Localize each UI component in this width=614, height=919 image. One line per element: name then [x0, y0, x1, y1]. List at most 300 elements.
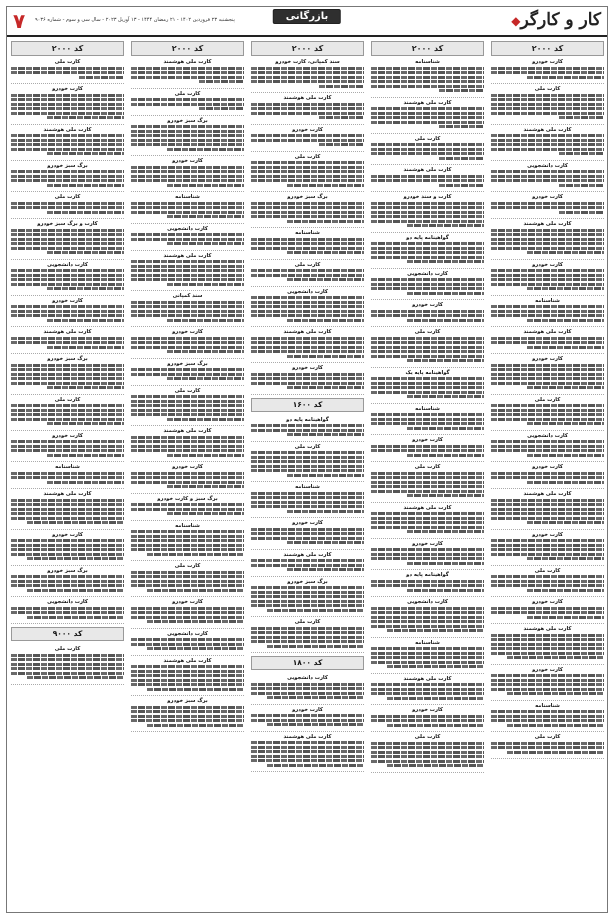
ad-text-line: [27, 557, 124, 560]
ad-text-line: [131, 260, 244, 263]
ad-text-line: [371, 476, 484, 479]
ad-text-line: [527, 616, 604, 619]
classified-ad: [371, 192, 484, 233]
ad-text-line: [199, 107, 244, 110]
column-code-header: کد ۲۰۰۰: [491, 41, 604, 56]
ad-title: کارت ملی هوشمند: [43, 491, 92, 497]
ad-title: کارت خودرو: [52, 86, 83, 92]
ad-text-line: [407, 260, 484, 263]
ad-title: برگ سبز خودرو: [167, 360, 208, 367]
section-title: بازرگانی: [273, 9, 341, 24]
ad-text-line: [11, 143, 124, 146]
ad-title: کارت خودرو: [292, 706, 323, 713]
ad-text-line: [371, 341, 484, 344]
ad-text-line: [11, 305, 124, 308]
ad-text-line: [251, 350, 364, 353]
ad-title: کارت ملی هوشمند: [43, 329, 92, 335]
ad-text-line: [131, 76, 244, 79]
ad-text-line: [11, 508, 124, 511]
ad-text-line: [131, 544, 244, 547]
ad-text-line: [251, 274, 364, 277]
ad-text-line: [251, 496, 364, 499]
ad-title: کارت ملی هوشمند: [283, 95, 332, 101]
ad-title: کارت خودرو: [412, 437, 443, 443]
ad-title: کارت خودرو: [172, 329, 203, 335]
ad-text-line: [167, 184, 244, 187]
ad-text-line: [287, 433, 364, 436]
ad-text-line: [131, 530, 244, 533]
ad-text-line: [491, 575, 604, 578]
column-code-subheader: کد ۹۰۰۰: [11, 627, 124, 641]
ad-text-line: [507, 692, 604, 695]
classified-ad: [251, 482, 364, 518]
classified-ad: [131, 89, 244, 116]
ad-text-line: [131, 278, 244, 281]
ad-text-line: [267, 645, 364, 648]
ad-text-line: [167, 283, 244, 286]
classified-ad: [11, 566, 124, 598]
ad-text-line: [371, 719, 484, 722]
classified-ad: [251, 287, 364, 328]
ad-text-line: [251, 627, 364, 630]
ad-text-line: [131, 265, 244, 268]
ad-text-line: [131, 238, 244, 241]
ad-text-line: [11, 449, 124, 452]
ad-text-line: [371, 179, 484, 182]
ad-title: کارت خودرو: [532, 599, 563, 605]
ad-text-line: [251, 460, 364, 463]
ad-text-line: [251, 112, 364, 115]
ad-text-line: [11, 580, 124, 583]
ad-title: کارت خودرو: [292, 365, 323, 371]
classified-ad: [491, 566, 604, 598]
ad-text-line: [47, 287, 124, 290]
ad-text-line: [527, 454, 604, 457]
ad-title: کارت خودرو: [52, 531, 83, 538]
ad-title: گواهینامه پایه دو: [406, 572, 449, 578]
ad-text-line: [47, 454, 124, 457]
ad-text-line: [11, 672, 124, 675]
classified-ad: [251, 617, 364, 653]
ad-title: کارت ملی هوشمند: [523, 126, 572, 133]
ad-text-line: [11, 658, 124, 661]
ad-text-line: [491, 413, 604, 416]
ad-text-line: [527, 422, 604, 425]
ad-text-line: [491, 634, 604, 637]
ad-text-line: [251, 532, 364, 535]
ad-text-line: [251, 341, 364, 344]
ad-title: کارت ملی هوشمند: [283, 551, 332, 558]
ad-title: کارت خودرو: [172, 599, 203, 605]
ad-text-line: [251, 759, 364, 762]
ad-text-line: [11, 170, 124, 173]
ad-text-line: [11, 445, 124, 448]
ad-title: کارت دانشجویی: [527, 432, 568, 439]
ad-text-line: [371, 67, 484, 70]
classified-ad: [371, 732, 484, 773]
ad-text-line: [287, 568, 364, 571]
ad-text-line: [267, 609, 364, 612]
ad-text-line: [371, 683, 484, 686]
ad-text-line: [371, 490, 484, 493]
ad-text-line: [11, 382, 124, 385]
newspaper-logo: کار و کارگر◆: [511, 10, 601, 30]
ad-text-line: [11, 229, 124, 232]
ad-title: کارت خودرو: [532, 356, 563, 362]
classified-ad: [11, 161, 124, 193]
ad-title: کارت ملی هوشمند: [163, 428, 212, 434]
ad-text-line: [407, 494, 484, 497]
ad-title: سند کمپانی، کارت خودرو: [275, 59, 340, 65]
ad-text-line: [11, 503, 124, 506]
classified-ad: [11, 192, 124, 219]
ad-text-line: [131, 476, 244, 479]
classified-ad: [131, 192, 244, 224]
ad-title: کارت ملی: [414, 135, 441, 142]
ad-title: کارت ملی هوشمند: [163, 59, 212, 65]
classified-ad: [131, 251, 244, 292]
classified-ad: [371, 368, 484, 404]
classified-ad: [11, 462, 124, 489]
ad-text-line: [11, 413, 124, 416]
ad-text-line: [491, 449, 604, 452]
classified-ad: [11, 125, 124, 161]
ad-text-line: [27, 521, 124, 524]
ad-text-line: [491, 229, 604, 232]
ad-text-line: [371, 688, 484, 691]
ad-text-line: [491, 710, 604, 713]
ad-text-line: [167, 148, 244, 151]
ad-text-line: [131, 269, 244, 272]
ad-text-line: [11, 202, 124, 205]
ad-text-line: [131, 233, 244, 236]
ad-text-line: [167, 418, 244, 421]
ad-title: برگ سبز خودرو: [47, 356, 88, 362]
ad-title: شناسنامه: [175, 194, 200, 200]
ad-text-line: [11, 112, 124, 115]
ad-text-line: [167, 350, 244, 353]
ad-text-line: [371, 76, 484, 79]
ad-title: کارت ملی: [534, 734, 561, 740]
ad-text-line: [251, 296, 364, 299]
ad-text-line: [491, 134, 604, 137]
ad-text-line: [491, 688, 604, 691]
classified-ad: [251, 260, 364, 287]
ad-text-line: [27, 616, 124, 619]
classified-ad: [251, 705, 364, 732]
ad-text-line: [147, 724, 244, 727]
ad-text-line: [251, 528, 364, 531]
ad-text-line: [131, 395, 244, 398]
ad-text-line: [131, 679, 244, 682]
column-3: [251, 41, 364, 909]
ad-text-line: [319, 143, 364, 146]
ad-title: کارت خودرو: [52, 297, 83, 304]
ad-list: [251, 57, 364, 909]
ad-text-line: [371, 742, 484, 745]
ad-text-line: [167, 319, 244, 322]
ad-title: کارت ملی هوشمند: [403, 167, 452, 173]
ad-text-line: [491, 499, 604, 502]
ad-text-line: [491, 476, 604, 479]
ad-text-line: [491, 643, 604, 646]
classified-ad: [131, 561, 244, 597]
ad-text-line: [251, 107, 364, 110]
ad-text-line: [371, 377, 484, 380]
ad-text-line: [371, 584, 484, 587]
ad-text-line: [371, 620, 484, 623]
classified-ad: [371, 327, 484, 368]
ad-text-line: [131, 170, 244, 173]
column-code-subheader: کد ۱۸۰۰: [251, 656, 364, 670]
ad-text-line: [11, 283, 124, 286]
column-code-subheader: کد ۱۶۰۰: [251, 398, 364, 412]
ad-text-line: [251, 719, 364, 722]
ad-title: کارت خودرو: [292, 520, 323, 526]
ad-text-line: [131, 139, 244, 142]
ad-text-line: [371, 256, 484, 259]
ad-text-line: [251, 595, 364, 598]
ad-title: کارت دانشجویی: [287, 288, 328, 295]
ad-text-line: [371, 355, 484, 358]
ad-text-line: [131, 274, 244, 277]
ad-text-line: [507, 724, 604, 727]
ad-text-line: [251, 215, 364, 218]
ad-title: کارت ملی: [414, 329, 441, 335]
ad-text-line: [371, 175, 484, 178]
ad-text-line: [267, 696, 364, 699]
ad-title: کارت دانشجویی: [47, 261, 88, 268]
ad-title: کارت دانشجویی: [287, 675, 328, 681]
ad-title: شناسنامه: [415, 639, 440, 646]
ad-columns: [10, 41, 604, 909]
ad-text-line: [131, 134, 244, 137]
ad-text-line: [371, 107, 484, 110]
ad-title: برگ سبز خودرو: [47, 162, 88, 169]
ad-text-line: [491, 683, 604, 686]
classified-ad: [251, 732, 364, 773]
ad-text-line: [371, 251, 484, 254]
ad-text-line: [11, 175, 124, 178]
ad-text-line: [11, 418, 124, 421]
classified-ad: [11, 431, 124, 463]
ad-title: کارت ملی هوشمند: [403, 504, 452, 511]
classified-ad: [131, 116, 244, 157]
ad-text-line: [439, 89, 484, 92]
classified-ad: [11, 84, 124, 125]
ad-text-line: [131, 301, 244, 304]
ad-text-line: [131, 206, 244, 209]
ad-text-line: [131, 616, 244, 619]
ad-text-line: [11, 512, 124, 515]
ad-text-line: [371, 616, 484, 619]
ad-text-line: [11, 71, 124, 74]
ad-text-line: [371, 247, 484, 250]
ad-title: کارت خودرو: [532, 261, 563, 268]
ad-text-line: [491, 278, 604, 281]
ad-text-line: [11, 238, 124, 241]
ad-text-line: [371, 526, 484, 529]
ad-text-line: [251, 314, 364, 317]
ad-text-line: [27, 676, 124, 679]
ad-text-line: [251, 451, 364, 454]
ad-text-line: [371, 80, 484, 83]
ad-text-line: [11, 584, 124, 587]
ad-text-line: [11, 607, 124, 610]
ad-text-line: [251, 310, 364, 313]
ad-text-line: [147, 589, 244, 592]
ad-text-line: [131, 143, 244, 146]
ad-text-line: [371, 220, 484, 223]
ad-text-line: [491, 71, 604, 74]
ad-text-line: [559, 184, 604, 187]
ad-text-line: [491, 206, 604, 209]
ad-text-line: [11, 476, 124, 479]
ad-text-line: [491, 269, 604, 272]
classified-ad: [11, 597, 124, 624]
ad-text-line: [371, 715, 484, 718]
ad-text-line: [11, 278, 124, 281]
ad-title: کارت ملی هوشمند: [523, 329, 572, 335]
classified-ad: [251, 415, 364, 442]
ad-title: کارت ملی: [54, 396, 81, 403]
ad-text-line: [491, 553, 604, 556]
ad-text-line: [11, 377, 124, 380]
ad-text-line: [251, 161, 364, 164]
classified-ad: [11, 489, 124, 530]
ad-text-line: [491, 472, 604, 475]
ad-text-line: [371, 143, 484, 146]
ad-text-line: [251, 373, 364, 376]
ad-text-line: [131, 472, 244, 475]
ad-text-line: [407, 292, 484, 295]
ad-text-line: [491, 746, 604, 749]
classified-ad: [131, 494, 244, 521]
ad-text-line: [251, 469, 364, 472]
ad-text-line: [47, 481, 124, 484]
ad-text-line: [491, 175, 604, 178]
ad-title: شناسنامه: [415, 405, 440, 412]
ad-text-line: [527, 386, 604, 389]
ad-text-line: [131, 179, 244, 182]
ad-text-line: [371, 521, 484, 524]
ad-text-line: [11, 206, 124, 209]
classified-ad: [371, 570, 484, 597]
ad-text-line: [131, 508, 244, 511]
ad-text-line: [287, 319, 364, 322]
ad-text-line: [491, 548, 604, 551]
classified-ad: [491, 665, 604, 701]
classified-ad: [491, 701, 604, 733]
ad-text-line: [251, 175, 364, 178]
ad-text-line: [491, 107, 604, 110]
ad-text-line: [131, 665, 244, 668]
ad-text-line: [251, 206, 364, 209]
ad-text-line: [491, 611, 604, 614]
ad-text-line: [47, 184, 124, 187]
ad-text-line: [131, 719, 244, 722]
ad-text-line: [11, 611, 124, 614]
ad-list: [11, 57, 124, 909]
ad-title: کارت خودرو: [412, 302, 443, 308]
ad-text-line: [491, 382, 604, 385]
classified-ad: [491, 732, 604, 759]
ad-title: کارت ملی: [414, 734, 441, 740]
ad-text-line: [131, 409, 244, 412]
ad-text-line: [251, 346, 364, 349]
classified-ad: [371, 503, 484, 539]
ad-text-line: [11, 269, 124, 272]
ad-title: کارت دانشجویی: [407, 599, 448, 605]
ad-text-line: [11, 247, 124, 250]
ad-text-line: [371, 391, 484, 394]
classified-ad: [11, 296, 124, 328]
ad-text-line: [371, 386, 484, 389]
ad-text-line: [131, 575, 244, 578]
ad-text-line: [147, 688, 244, 691]
ad-text-line: [371, 71, 484, 74]
ad-text-line: [491, 314, 604, 317]
ad-text-line: [147, 620, 244, 623]
ad-text-line: [387, 697, 484, 700]
column-code-header: کد ۲۰۰۰: [251, 41, 364, 56]
classified-ad: [371, 462, 484, 503]
ad-text-line: [11, 94, 124, 97]
classified-ad: [251, 152, 364, 193]
ad-text-line: [131, 98, 244, 101]
classified-ad: [131, 696, 244, 732]
ad-title: شناسنامه: [295, 484, 320, 490]
ad-text-line: [387, 724, 484, 727]
ad-text-line: [527, 346, 604, 349]
ad-text-line: [371, 755, 484, 758]
ad-text-line: [131, 305, 244, 308]
ad-title: شناسنامه: [175, 522, 200, 529]
ad-text-line: [251, 166, 364, 169]
ad-text-line: [11, 499, 124, 502]
ad-text-line: [491, 112, 604, 115]
ad-text-line: [11, 67, 124, 70]
column-code-header: کد ۲۰۰۰: [131, 41, 244, 56]
ad-text-line: [371, 557, 484, 560]
ad-text-line: [11, 440, 124, 443]
ad-title: شناسنامه: [55, 464, 80, 470]
ad-title: کارت خودرو: [412, 540, 443, 547]
ad-text-line: [371, 445, 484, 448]
ad-text-line: [131, 337, 244, 340]
ad-text-line: [371, 413, 484, 416]
ad-text-line: [131, 710, 244, 713]
classified-ad: [11, 530, 124, 566]
ad-text-line: [131, 211, 244, 214]
ad-text-line: [491, 638, 604, 641]
classified-ad: [251, 550, 364, 577]
ad-title: کارت خودرو: [292, 126, 323, 133]
classified-ad: [131, 629, 244, 656]
ad-text-line: [371, 449, 484, 452]
ad-title: کارت ملی: [174, 563, 201, 569]
ad-text-line: [371, 337, 484, 340]
ad-text-line: [371, 242, 484, 245]
classified-ad: [491, 597, 604, 624]
ad-text-line: [371, 350, 484, 353]
classified-ad: [11, 644, 124, 685]
ad-text-line: [559, 116, 604, 119]
ad-text-line: [287, 474, 364, 477]
classified-ad: [251, 518, 364, 550]
ad-text-line: [11, 575, 124, 578]
ad-text-line: [131, 643, 244, 646]
